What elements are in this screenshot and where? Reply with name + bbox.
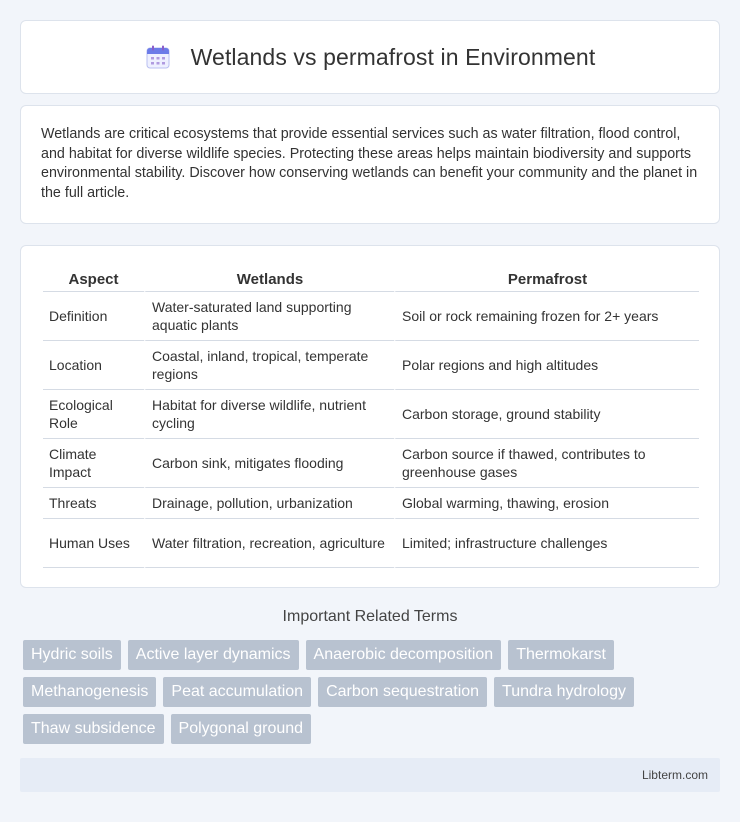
tag-anaerobic-decomposition[interactable]: Anaerobic decomposition [306, 640, 502, 670]
table-cell-wetlands: Coastal, inland, tropical, temperate regions [144, 341, 394, 390]
tag-carbon-sequestration[interactable]: Carbon sequestration [318, 677, 487, 707]
calendar-icon [145, 44, 171, 70]
footer [20, 758, 720, 792]
tag-thermokarst[interactable]: Thermokarst [508, 640, 614, 670]
table-cell-permafrost: Limited; infrastructure challenges [394, 519, 699, 568]
footer-site-link[interactable]: Libterm.com [641, 768, 708, 782]
table-row [43, 488, 699, 519]
tag-row [23, 677, 723, 707]
column-header-aspect: Aspect [43, 266, 144, 292]
table-cell-wetlands: Carbon sink, mitigates flooding [144, 439, 394, 488]
table-cell-wetlands: Drainage, pollution, urbanization [144, 488, 394, 519]
table-row [43, 292, 699, 341]
table-row [43, 519, 699, 568]
header-card [20, 20, 720, 94]
table-row [43, 341, 699, 390]
tag-hydric-soils[interactable]: Hydric soils [23, 640, 121, 670]
tag-row [23, 640, 723, 670]
table-cell-permafrost: Carbon source if thawed, contributes to greenhouse gases [394, 439, 699, 488]
comparison-table-card [20, 245, 720, 588]
table-cell-permafrost: Global warming, thawing, erosion [394, 488, 699, 519]
related-terms-list [23, 640, 723, 751]
tag-row [23, 714, 723, 744]
intro-card [20, 105, 720, 224]
table-cell-wetlands: Water-saturated land supporting aquatic plants [144, 292, 394, 341]
tag-tundra-hydrology[interactable]: Tundra hydrology [494, 677, 634, 707]
table-cell-aspect: Threats [43, 488, 144, 519]
intro-text: Wetlands are critical ecosystems that provide essential services such as water filtration, flood control, and habitat for diverse wildlife species. Protecting these areas helps maintain biodiversity and supports environmental stability. Discover how conserving wetlands can benefit your community and the planet in the full article. [41, 126, 698, 201]
tag-peat-accumulation[interactable]: Peat accumulation [163, 677, 311, 707]
table-cell-permafrost: Soil or rock remaining frozen for 2+ years [394, 292, 699, 341]
table-header-row [43, 266, 699, 292]
tag-thaw-subsidence[interactable]: Thaw subsidence [23, 714, 164, 744]
tag-polygonal-ground[interactable]: Polygonal ground [171, 714, 312, 744]
table-cell-permafrost: Carbon storage, ground stability [394, 390, 699, 439]
related-terms-title: Important Related Terms [282, 608, 458, 625]
column-header-wetlands: Wetlands [144, 266, 394, 292]
table-cell-aspect: Ecological Role [43, 390, 144, 439]
table-row [43, 439, 699, 488]
table-cell-aspect: Location [43, 341, 144, 390]
table-cell-permafrost: Polar regions and high altitudes [394, 341, 699, 390]
comparison-table [43, 266, 699, 568]
page-title: Wetlands vs permafrost in Environment [190, 43, 596, 70]
table-cell-aspect: Human Uses [43, 519, 144, 568]
column-header-permafrost: Permafrost [394, 266, 699, 292]
table-row [43, 390, 699, 439]
table-cell-wetlands: Habitat for diverse wildlife, nutrient cycling [144, 390, 394, 439]
table-cell-aspect: Definition [43, 292, 144, 341]
table-cell-aspect: Climate Impact [43, 439, 144, 488]
header-title-wrap [145, 44, 596, 71]
tag-active-layer-dynamics[interactable]: Active layer dynamics [128, 640, 299, 670]
tag-methanogenesis[interactable]: Methanogenesis [23, 677, 156, 707]
table-cell-wetlands: Water filtration, recreation, agriculture [144, 519, 394, 568]
